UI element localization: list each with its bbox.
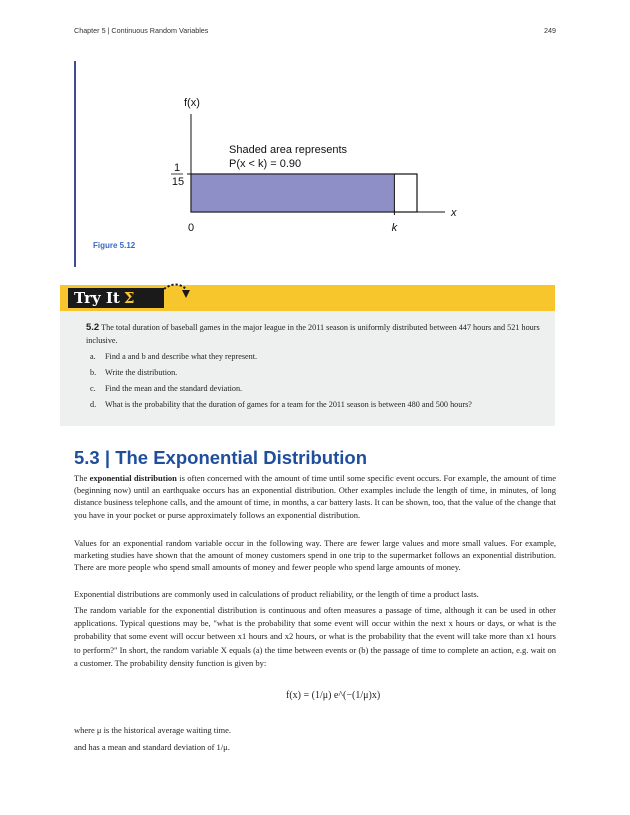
exercise-number: 5.2 — [86, 322, 100, 333]
try-it-text: Try It — [74, 289, 120, 307]
exercise-part — [90, 349, 472, 365]
section-number: 5.3 | — [74, 447, 111, 468]
y-axis-label: f(x) — [184, 97, 200, 109]
tick-k-label: k — [391, 222, 398, 234]
paragraph-mean-sd: and has a mean and standard deviation of 1/μ. — [74, 742, 230, 752]
part-letter: d. — [90, 400, 97, 409]
section-title: The Exponential Distribution — [115, 447, 367, 468]
pdf-formula: f(x) = (1/μ) e^(−(1/μ)x) — [286, 690, 381, 701]
tick-zero-label: 0 — [187, 222, 195, 234]
x-axis-label: x — [451, 207, 457, 219]
figure-caption: Figure 5.12 — [93, 241, 136, 250]
part-letter: c. — [90, 384, 96, 393]
paragraph-mu-definition: where μ is the historical average waiting time. — [74, 725, 232, 735]
part-text: Find a and b and describe what they represent. — [105, 352, 258, 361]
part-text: Find the mean and the standard deviation. — [105, 384, 243, 393]
paragraph-random-variable: The random variable for the exponential distribution is continuous and often measures a passage of time, although it can be used in other applications. Typical questions may be, "what is the probability that some event will occur within the next x hours or days, or what is the probability that some event will occur between x1 hours and x2 hours, or what is the probability that the event will take more than x1 hours to perform?" In short, the random variable X equals (a) the time between events or (b) the passage of time to complete an action, e.g. wait on a customer. The probability density function is given by: — [74, 605, 556, 668]
height-denominator: 15 — [171, 176, 185, 188]
exercise-text: The total duration of baseball games in the major league in the 2011 season is uniformly distributed between 447 hours and 521 hours inclusive. — [86, 323, 540, 345]
part-text: What is the probability that the duration of games for a team for the 2011 season is between 480 and 500 hours? — [105, 400, 472, 409]
paragraph-values: Values for an exponential random variable occur in the following way. There are fewer large values and more small values. For example, marketing studies have shown that the amount of money customers spend in one trip to the supermarket follows an exponential distribution. There are more people who spend small amounts of money and fewer people who spend large amounts of money. — [74, 538, 556, 573]
part-letter: a. — [90, 352, 96, 361]
shaded-area — [191, 174, 394, 212]
paragraph-definition: The exponential distribution is often concerned with the amount of time until some specific event occurs. For example, the amount of time (beginning now) until an earthquake occurs has an exponential distribution. Other examples include the length of time, in minutes, of long distance business telephone calls, and the amount of time, in months, a car battery lasts. It can be shown, too, that the value of the change that you have in your pocket or purse approximately follows an exponential distribution. — [74, 473, 557, 520]
sigma-icon: Σ — [123, 289, 135, 307]
figure-sidebar-rule — [74, 61, 76, 267]
section-heading — [74, 447, 367, 469]
try-it-label — [68, 288, 164, 308]
curved-arrow-icon — [160, 281, 196, 307]
height-numerator: 1 — [173, 162, 181, 174]
paragraph-reliability: Exponential distributions are commonly used in calculations of product reliability, or the length of time a product lasts. — [74, 589, 479, 599]
annotation-line-1: Shaded area represents — [229, 144, 348, 156]
exercise-part — [90, 397, 472, 413]
page-number: 249 — [544, 26, 556, 35]
annotation-line-2: P(x < k) = 0.90 — [229, 158, 302, 170]
exercise-intro — [86, 321, 556, 347]
part-text: Write the distribution. — [105, 368, 178, 377]
exercise-part — [90, 381, 472, 397]
running-header: Chapter 5 | Continuous Random Variables — [74, 26, 209, 35]
key-term: exponential distribution — [89, 473, 177, 483]
exercise-part — [90, 365, 472, 381]
exercise-parts — [90, 349, 472, 413]
part-letter: b. — [90, 368, 97, 377]
paragraph-text: is often concerned with the amount of time until some specific event occurs. For example, the amount of time (beginning now) until an earthquake occurs has an exponential distribution. Other examples include the length of time, in minutes, of long distance business telephone calls, and the amount of time, in months, a car battery lasts. It can be shown, too, that the value of the change that you have in your pocket or purse approximately follows an exponential distribution. — [74, 473, 557, 520]
uniform-distribution-graph — [150, 92, 480, 237]
